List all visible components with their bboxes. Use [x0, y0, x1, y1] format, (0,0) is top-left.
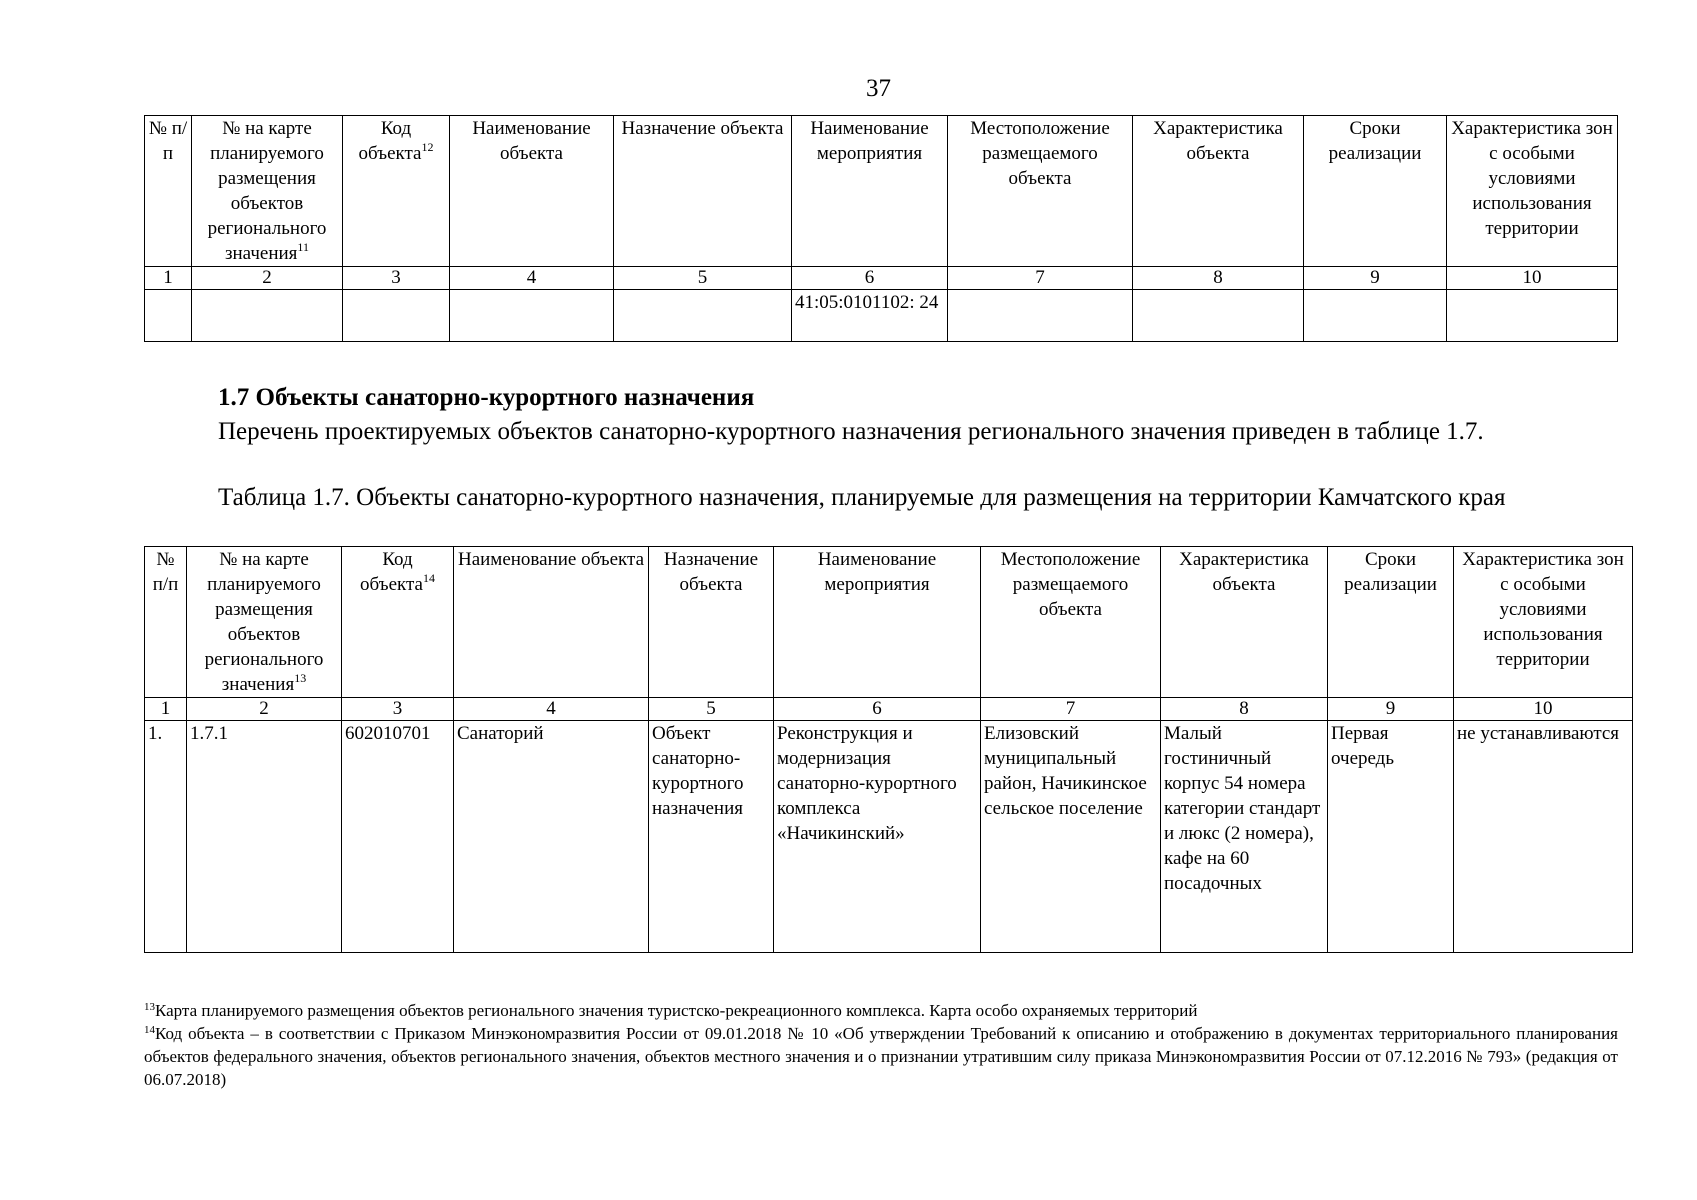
- column-number: 6: [792, 267, 948, 290]
- header-cell: Характеристика зон с особыми условиями использования территории: [1447, 116, 1618, 267]
- footnote-mark: 13: [144, 1001, 155, 1013]
- table-row: [145, 290, 1618, 342]
- footnote-ref: 12: [421, 140, 434, 154]
- location-cell: Елизовский муниципальный район, Начикинское сельское поселение: [981, 721, 1161, 953]
- section-heading: 1.7 Объекты санаторно-курортного назначения: [218, 384, 755, 411]
- header-cell: Наименование мероприятия: [792, 116, 948, 267]
- table-header-row: [145, 547, 1633, 698]
- column-number: 7: [948, 267, 1133, 290]
- header-cell: Местоположение размещаемого объекта: [981, 547, 1161, 698]
- column-number: 2: [187, 698, 342, 721]
- column-number: 4: [450, 267, 614, 290]
- table-cell: [614, 290, 792, 342]
- header-cell: Наименование объекта: [454, 547, 649, 698]
- column-number: 2: [192, 267, 343, 290]
- table-caption: Таблица 1.7. Объекты санаторно-курортного назначения, планируемые для размещения на территории Камчатского края: [218, 484, 1506, 511]
- header-cell: Назначение объекта: [614, 116, 792, 267]
- column-number: 8: [1161, 698, 1328, 721]
- column-number: 6: [774, 698, 981, 721]
- footnotes: [144, 999, 1618, 1091]
- table-header-row: [145, 116, 1618, 267]
- header-cell: № п/п: [145, 116, 192, 267]
- column-number: 5: [614, 267, 792, 290]
- column-number: 10: [1447, 267, 1618, 290]
- header-cell: № на карте планируемого размещения объектов регионального значения$^{13}$: [187, 547, 342, 698]
- footnote-13: $^{13}$Карта планируемого размещения объектов регионального значения туристско-рекреационного комплекса. Карта особо охраняемых территорий: [144, 1001, 1198, 1020]
- header-cell: № на карте планируемого размещения объектов регионального значения$^{11}$: [192, 116, 343, 267]
- footnote-ref: 11: [297, 240, 309, 254]
- table-cell: [343, 290, 450, 342]
- table-cell: [1304, 290, 1447, 342]
- column-number: 9: [1304, 267, 1447, 290]
- table-cell: [192, 290, 343, 342]
- header-cell: Наименование объекта: [450, 116, 614, 267]
- column-number: 7: [981, 698, 1161, 721]
- column-number: 5: [649, 698, 774, 721]
- column-number: 4: [454, 698, 649, 721]
- header-cell: Сроки реализации: [1304, 116, 1447, 267]
- cadastral-number-cell: 41:05:0101102: 24: [792, 290, 948, 342]
- footnote-ref: 13: [294, 671, 307, 685]
- table-cell: [1447, 290, 1618, 342]
- table-cell: [145, 290, 192, 342]
- header-cell: Наименование мероприятия: [774, 547, 981, 698]
- column-number-row: [145, 698, 1633, 721]
- column-number: 8: [1133, 267, 1304, 290]
- measure-name-cell: Реконструкция и модернизация санаторно-курортного комплекса «Начикинский»: [774, 721, 981, 953]
- section-intro-paragraph: Перечень проектируемых объектов санаторно-курортного назначения регионального значения приведен в таблице 1.7.: [218, 418, 1484, 445]
- column-number-row: [145, 267, 1618, 290]
- page-number: 37: [866, 75, 891, 102]
- column-number: 1: [145, 267, 192, 290]
- object-name-cell: Санаторий: [454, 721, 649, 953]
- header-cell: Местоположение размещаемого объекта: [948, 116, 1133, 267]
- characteristics-cell: Малый гостиничный корпус 54 номера категории стандарт и люкс (2 номера), кафе на 60 посадочных: [1161, 721, 1328, 953]
- header-cell: Характеристика объекта: [1161, 547, 1328, 698]
- footnote-14: $^{14}$Код объекта – в соответствии с Приказом Минэкономразвития России от 09.01.2018 № 10 «Об утверждении Требований к описанию и отображению в документах территориального планирования объектов федерального значения, объектов регионального значения, объектов местного значения и о признании утратившим силу приказа Минэкономразвития России от 07.12.2016 № 793» (редакция от 06.07.2018): [144, 1024, 1618, 1089]
- header-cell: Характеристика зон с особыми условиями использования территории: [1454, 547, 1633, 698]
- table-cell: [1133, 290, 1304, 342]
- object-purpose-cell: Объект санаторно-курортного назначения: [649, 721, 774, 953]
- table-cell: [450, 290, 614, 342]
- footnote-mark: 14: [144, 1024, 155, 1036]
- column-number: 1: [145, 698, 187, 721]
- header-cell: № п/п: [145, 547, 187, 698]
- special-zones-cell: не устанавливаются: [1454, 721, 1633, 953]
- header-cell: Сроки реализации: [1328, 547, 1454, 698]
- header-cell: Назначение объекта: [649, 547, 774, 698]
- table-cell: [948, 290, 1133, 342]
- table-1-7: [144, 546, 1633, 953]
- header-cell: Характеристика объекта: [1133, 116, 1304, 267]
- header-cell: Код объекта$^{12}$: [343, 116, 450, 267]
- implementation-period-cell: Первая очередь: [1328, 721, 1454, 953]
- map-number-cell: 1.7.1: [187, 721, 342, 953]
- column-number: 3: [342, 698, 454, 721]
- footnote-ref: 14: [422, 571, 435, 585]
- column-number: 10: [1454, 698, 1633, 721]
- header-cell: Код объекта$^{14}$: [342, 547, 454, 698]
- column-number: 9: [1328, 698, 1454, 721]
- row-number-cell: 1.: [145, 721, 187, 953]
- object-code-cell: 602010701: [342, 721, 454, 953]
- column-number: 3: [343, 267, 450, 290]
- table-row: [145, 721, 1633, 953]
- table-continued: [144, 115, 1618, 342]
